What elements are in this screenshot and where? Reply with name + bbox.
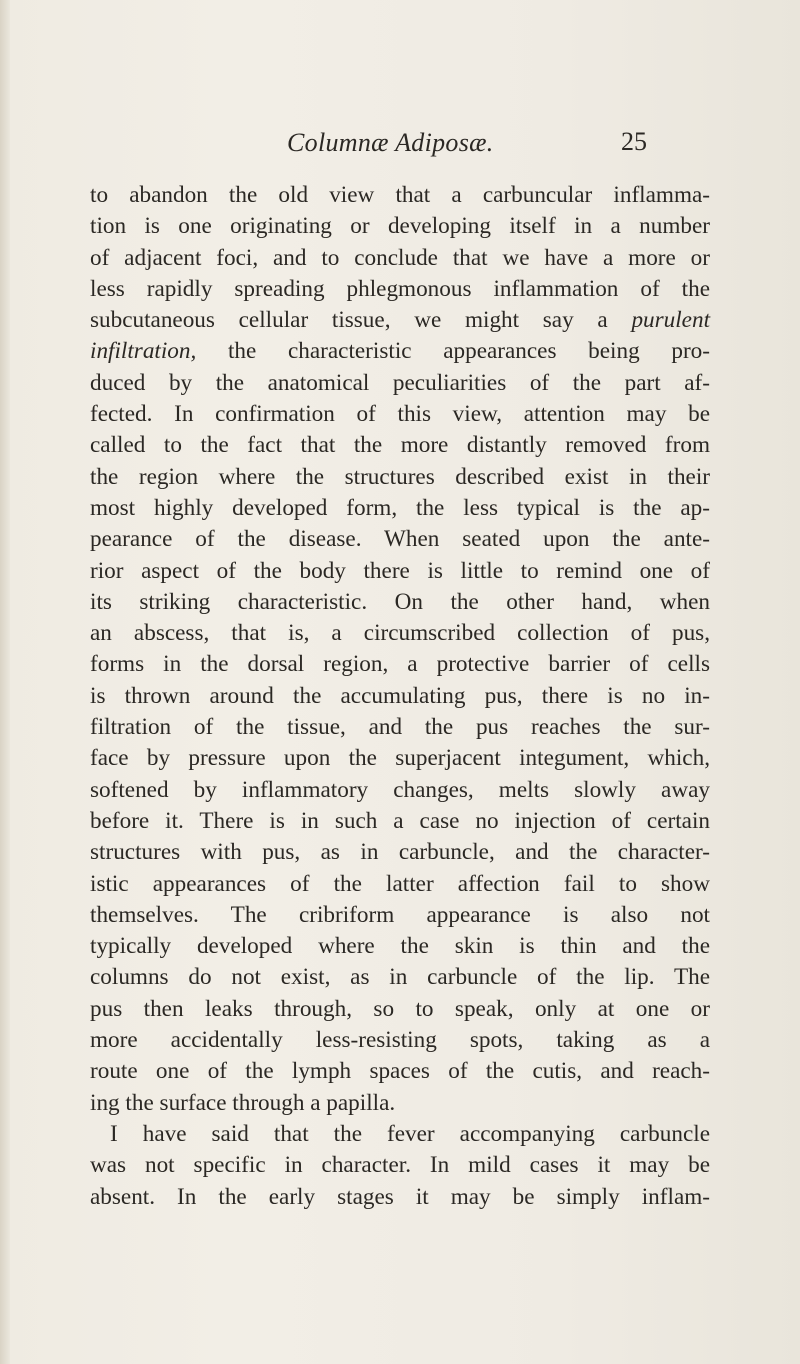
italic-term: purulent: [631, 307, 711, 334]
text-line: structures with pus, as in carbuncle, and the character-: [90, 839, 710, 866]
text-line: to abandon the old view that a carbuncular inflamma-: [90, 182, 710, 208]
text-line: was not specific in character. In mild cases it may be: [90, 1152, 710, 1179]
text-line: most highly developed form, the less typical is the ap-: [90, 494, 710, 521]
text-line: an abscess, that is, a circumscribed collection of pus,: [90, 620, 710, 647]
text-line: fected. In confirmation of this view, attention may be: [90, 401, 710, 428]
page-gutter-shadow: [0, 0, 10, 1364]
text-line: istic appearances of the latter affection fail to show: [90, 870, 710, 897]
text-line: [90, 305, 710, 336]
text-line: columns do not exist, as in carbuncle of the lip. The: [90, 964, 710, 991]
text-line: of adjacent foci, and to conclude that we have a more or: [90, 244, 710, 271]
text-line: [90, 336, 710, 367]
text-line: pearance of the disease. When seated upon the ante-: [90, 526, 710, 553]
running-head: [0, 100, 800, 157]
text-line: filtration of the tissue, and the pus reaches the sur-: [90, 714, 710, 741]
running-title: Columnæ Adiposæ.: [287, 128, 494, 157]
text-line: is thrown around the accumulating pus, there is no in-: [90, 682, 710, 709]
text-line: its striking characteristic. On the other hand, when: [90, 588, 710, 615]
text-line: less rapidly spreading phlegmonous inflammation of the: [90, 275, 710, 302]
text-line: face by pressure upon the superjacent integument, which,: [90, 745, 710, 772]
text-line: ing the surface through a papilla.: [90, 1089, 396, 1116]
text-line: before it. There is in such a case no injection of certain: [90, 807, 710, 834]
text-segment: subcutaneous cellular tissue, we might say a: [90, 307, 608, 334]
page-number: 25: [621, 127, 647, 156]
italic-term: infiltration,: [90, 338, 197, 365]
text-line: called to the fact that the more distantly removed from: [90, 432, 710, 459]
text-segment: the characteristic appearances being pro-: [227, 338, 710, 365]
text-line: typically developed where the skin is thin and the: [90, 933, 710, 960]
text-line: rior aspect of the body there is little to remind one of: [90, 557, 710, 584]
text-line: softened by inflammatory changes, melts slowly away: [90, 776, 710, 803]
text-line: absent. In the early stages it may be simply inflam-: [90, 1183, 710, 1210]
text-line: pus then leaks through, so to speak, only at one or: [90, 995, 710, 1022]
text-line: route one of the lymph spaces of the cutis, and reach-: [90, 1058, 710, 1085]
body-text: [90, 180, 710, 1213]
text-line: I have said that the fever accompanying carbuncle: [110, 1120, 710, 1147]
text-line: themselves. The cribriform appearance is also not: [90, 901, 710, 928]
text-line: duced by the anatomical peculiarities of the part af-: [90, 369, 710, 396]
text-line: more accidentally less-resisting spots, taking as a: [90, 1027, 710, 1054]
text-line: tion is one originating or developing itself in a number: [90, 213, 710, 240]
text-line: the region where the structures described exist in their: [90, 463, 710, 490]
text-line: forms in the dorsal region, a protective barrier of cells: [90, 651, 710, 678]
